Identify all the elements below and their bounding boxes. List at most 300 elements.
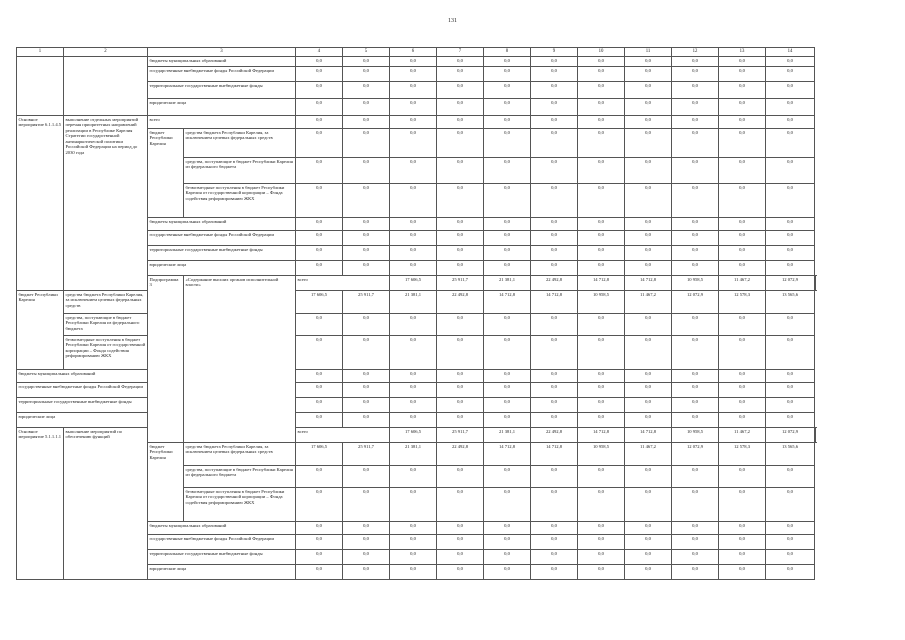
value-cell: 0,0 (437, 57, 484, 67)
value-cell: 0,0 (672, 314, 719, 336)
value-cell: 12 072,9 (672, 291, 719, 314)
source-label: всего (296, 276, 390, 291)
value-cell: 0,0 (531, 184, 578, 218)
value-cell: 0,0 (766, 67, 815, 82)
measure-code: Подпрограмма 3 (148, 276, 184, 443)
value-cell: 0,0 (531, 383, 578, 398)
value-cell (815, 276, 816, 291)
value-cell: 0,0 (766, 550, 815, 565)
table-row (17, 336, 816, 370)
value-cell: 14 712,8 (578, 276, 625, 291)
value-cell: 0,0 (625, 67, 672, 82)
value-cell: 17 606,5 (296, 443, 343, 466)
value-cell: 0,0 (484, 231, 531, 246)
value-cell: 14 712,8 (484, 443, 531, 466)
header-cell: 13 (719, 48, 766, 57)
value-cell: 14 712,8 (531, 291, 578, 314)
value-cell: 0,0 (343, 184, 390, 218)
value-cell: 0,0 (437, 550, 484, 565)
value-cell: 0,0 (531, 57, 578, 67)
value-cell: 21 381,1 (390, 443, 437, 466)
value-cell: 0,0 (578, 522, 625, 535)
value-cell: 0,0 (343, 82, 390, 99)
value-cell: 0,0 (766, 522, 815, 535)
value-cell: 0,0 (296, 246, 343, 261)
value-cell: 0,0 (343, 565, 390, 580)
value-cell: 22 492,8 (531, 276, 578, 291)
value-cell: 0,0 (766, 535, 815, 550)
value-cell: 0,0 (531, 370, 578, 383)
value-cell: 0,0 (531, 466, 578, 488)
value-cell: 0,0 (578, 99, 625, 116)
page-number: 131 (448, 18, 457, 24)
value-cell: 0,0 (719, 314, 766, 336)
value-cell: 0,0 (296, 261, 343, 276)
source-label: государственные внебюджетные фонды Российской Федерации (148, 67, 296, 82)
value-cell: 25 911,7 (343, 291, 390, 314)
value-cell: 0,0 (719, 261, 766, 276)
value-cell: 0,0 (672, 82, 719, 99)
source-label: бюджеты муниципальных образований (148, 522, 296, 535)
value-cell: 0,0 (531, 413, 578, 428)
budget-rk-label: бюджет Республики Карелия (148, 129, 184, 218)
header-row (17, 48, 816, 57)
value-cell: 0,0 (625, 370, 672, 383)
value-cell: 0,0 (672, 522, 719, 535)
source-label: государственные внебюджетные фонды Российской Федерации (17, 383, 148, 398)
value-cell: 14 712,8 (484, 291, 531, 314)
value-cell: 0,0 (531, 565, 578, 580)
value-cell: 0,0 (437, 398, 484, 413)
value-cell: 0,0 (578, 336, 625, 370)
value-cell: 0,0 (531, 116, 578, 129)
value-cell: 0,0 (484, 246, 531, 261)
value-cell: 0,0 (672, 218, 719, 231)
value-cell: 0,0 (343, 67, 390, 82)
value-cell: 0,0 (719, 129, 766, 158)
value-cell: 0,0 (719, 370, 766, 383)
value-cell: 0,0 (437, 129, 484, 158)
value-cell: 0,0 (531, 336, 578, 370)
value-cell: 0,0 (343, 383, 390, 398)
value-cell: 0,0 (296, 314, 343, 336)
value-cell: 0,0 (766, 57, 815, 67)
value-cell: 0,0 (296, 184, 343, 218)
value-cell: 0,0 (390, 57, 437, 67)
value-cell: 0,0 (343, 99, 390, 116)
value-cell: 0,0 (672, 550, 719, 565)
value-cell: 0,0 (719, 184, 766, 218)
budget-rk-label: бюджет Республики Карелия (17, 291, 64, 370)
source-label: безвозмездные поступления в бюджет Республики Карелия от государственной корпорации – Фонда содействия реформированию ЖКХ (184, 488, 296, 522)
value-cell: 0,0 (437, 246, 484, 261)
table-row (17, 398, 816, 413)
value-cell: 0,0 (296, 550, 343, 565)
value-cell: 0,0 (484, 535, 531, 550)
value-cell: 10 958,5 (672, 428, 719, 443)
value-cell: 0,0 (531, 535, 578, 550)
value-cell: 0,0 (766, 261, 815, 276)
measure-code: Основное мероприятие 5.1.1.1.1 (17, 428, 64, 580)
value-cell: 0,0 (766, 336, 815, 370)
value-cell: 0,0 (484, 218, 531, 231)
value-cell: 0,0 (766, 99, 815, 116)
value-cell: 0,0 (296, 231, 343, 246)
source-label: средства бюджета Республики Карелия, за исключением целевых федеральных средств (184, 129, 296, 158)
value-cell: 0,0 (437, 218, 484, 231)
value-cell: 0,0 (766, 116, 815, 129)
value-cell: 0,0 (578, 535, 625, 550)
value-cell: 0,0 (390, 336, 437, 370)
value-cell: 0,0 (343, 413, 390, 428)
value-cell: 0,0 (343, 129, 390, 158)
value-cell: 0,0 (437, 565, 484, 580)
value-cell: 0,0 (531, 261, 578, 276)
header-cell: 10 (578, 48, 625, 57)
value-cell: 22 492,8 (437, 291, 484, 314)
source-label: бюджеты муниципальных образований (148, 57, 296, 67)
value-cell: 0,0 (625, 314, 672, 336)
value-cell: 0,0 (625, 565, 672, 580)
value-cell: 0,0 (343, 370, 390, 383)
value-cell: 0,0 (672, 370, 719, 383)
value-cell: 0,0 (484, 413, 531, 428)
header-cell: 2 (64, 48, 148, 57)
source-label: юридические лица (148, 565, 296, 580)
value-cell: 0,0 (625, 231, 672, 246)
value-cell: 0,0 (766, 129, 815, 158)
value-cell: 0,0 (531, 129, 578, 158)
value-cell: 10 958,5 (578, 443, 625, 466)
value-cell: 0,0 (390, 565, 437, 580)
value-cell: 0,0 (625, 57, 672, 67)
value-cell: 0,0 (531, 218, 578, 231)
value-cell: 14 712,8 (531, 443, 578, 466)
value-cell: 0,0 (578, 82, 625, 99)
value-cell: 0,0 (766, 383, 815, 398)
value-cell: 12 578,3 (719, 291, 766, 314)
value-cell: 0,0 (766, 158, 815, 184)
header-cell: 14 (766, 48, 815, 57)
value-cell: 0,0 (578, 488, 625, 522)
value-cell: 0,0 (437, 231, 484, 246)
value-cell: 0,0 (437, 370, 484, 383)
value-cell: 0,0 (484, 370, 531, 383)
value-cell: 0,0 (484, 129, 531, 158)
value-cell: 0,0 (484, 116, 531, 129)
value-cell: 0,0 (578, 129, 625, 158)
value-cell: 0,0 (484, 336, 531, 370)
value-cell: 0,0 (390, 488, 437, 522)
value-cell: 0,0 (625, 488, 672, 522)
value-cell: 0,0 (672, 116, 719, 129)
value-cell: 0,0 (390, 413, 437, 428)
value-cell: 0,0 (578, 370, 625, 383)
budget-rk-label: бюджет Республики Карелия (148, 443, 184, 522)
value-cell: 0,0 (719, 218, 766, 231)
source-label: бюджеты муниципальных образований (17, 370, 148, 383)
value-cell: 0,0 (766, 398, 815, 413)
source-label: территориальные государственные внебюджетные фонды (17, 398, 148, 413)
value-cell: 0,0 (719, 550, 766, 565)
value-cell: 0,0 (390, 370, 437, 383)
value-cell: 17 606,5 (390, 276, 437, 291)
value-cell: 0,0 (343, 261, 390, 276)
value-cell: 0,0 (437, 184, 484, 218)
value-cell: 0,0 (672, 261, 719, 276)
value-cell: 0,0 (296, 67, 343, 82)
measure-title: «Содержание высших органов исполнительной власти» (184, 276, 296, 443)
value-cell: 0,0 (719, 57, 766, 67)
value-cell: 0,0 (390, 218, 437, 231)
value-cell: 0,0 (437, 413, 484, 428)
source-label: всего (296, 428, 390, 443)
value-cell: 0,0 (719, 565, 766, 580)
value-cell: 0,0 (437, 158, 484, 184)
value-cell: 12 072,9 (766, 276, 815, 291)
table-row (17, 383, 816, 398)
value-cell: 0,0 (390, 522, 437, 535)
value-cell: 11 467,2 (719, 428, 766, 443)
value-cell: 0,0 (296, 116, 343, 129)
measure-title: выполнение мероприятий по обеспечению функций (64, 428, 148, 580)
value-cell: 0,0 (296, 383, 343, 398)
value-cell: 0,0 (625, 184, 672, 218)
value-cell: 12 578,3 (719, 443, 766, 466)
table-row (17, 428, 816, 443)
value-cell: 0,0 (531, 522, 578, 535)
value-cell: 0,0 (578, 231, 625, 246)
value-cell: 0,0 (437, 336, 484, 370)
value-cell: 0,0 (672, 413, 719, 428)
table-row (17, 291, 816, 314)
value-cell: 0,0 (390, 246, 437, 261)
value-cell: 22 492,8 (437, 443, 484, 466)
value-cell: 0,0 (343, 488, 390, 522)
value-cell: 0,0 (296, 57, 343, 67)
table-row (17, 116, 816, 129)
value-cell: 21 381,1 (484, 276, 531, 291)
value-cell: 0,0 (390, 535, 437, 550)
value-cell: 0,0 (484, 99, 531, 116)
value-cell: 0,0 (766, 246, 815, 261)
header-cell: 12 (672, 48, 719, 57)
value-cell: 0,0 (578, 218, 625, 231)
value-cell: 0,0 (437, 82, 484, 99)
header-cell: 11 (625, 48, 672, 57)
value-cell: 0,0 (672, 129, 719, 158)
value-cell: 0,0 (296, 522, 343, 535)
value-cell: 0,0 (437, 488, 484, 522)
value-cell: 0,0 (625, 413, 672, 428)
value-cell: 0,0 (343, 550, 390, 565)
value-cell: 0,0 (766, 466, 815, 488)
value-cell: 0,0 (578, 314, 625, 336)
value-cell: 0,0 (766, 413, 815, 428)
value-cell: 0,0 (390, 314, 437, 336)
value-cell: 0,0 (390, 158, 437, 184)
value-cell: 10 958,5 (578, 291, 625, 314)
value-cell: 0,0 (390, 398, 437, 413)
value-cell: 0,0 (766, 184, 815, 218)
value-cell: 0,0 (296, 370, 343, 383)
value-cell: 0,0 (296, 488, 343, 522)
source-label: юридические лица (17, 413, 148, 428)
value-cell: 0,0 (484, 57, 531, 67)
value-cell: 0,0 (484, 67, 531, 82)
value-cell: 17 606,5 (390, 428, 437, 443)
value-cell: 0,0 (484, 184, 531, 218)
value-cell: 0,0 (343, 57, 390, 67)
value-cell: 0,0 (625, 535, 672, 550)
header-cell: 5 (343, 48, 390, 57)
source-label: юридические лица (148, 99, 296, 116)
value-cell: 0,0 (531, 67, 578, 82)
value-cell: 0,0 (578, 184, 625, 218)
value-cell: 0,0 (625, 261, 672, 276)
value-cell: 0,0 (625, 522, 672, 535)
value-cell: 0,0 (437, 116, 484, 129)
value-cell: 0,0 (484, 550, 531, 565)
empty-cell (17, 57, 64, 116)
value-cell: 0,0 (719, 231, 766, 246)
value-cell: 10 958,5 (672, 276, 719, 291)
value-cell: 0,0 (719, 99, 766, 116)
value-cell: 0,0 (578, 565, 625, 580)
value-cell: 0,0 (625, 398, 672, 413)
source-label: государственные внебюджетные фонды Российской Федерации (148, 535, 296, 550)
value-cell: 0,0 (672, 158, 719, 184)
value-cell: 0,0 (578, 398, 625, 413)
table-row (17, 57, 816, 67)
header-cell: 6 (390, 48, 437, 57)
value-cell: 22 492,8 (531, 428, 578, 443)
value-cell: 0,0 (390, 261, 437, 276)
value-cell: 0,0 (343, 466, 390, 488)
value-cell: 0,0 (437, 99, 484, 116)
value-cell: 0,0 (578, 67, 625, 82)
value-cell: 0,0 (672, 336, 719, 370)
value-cell: 0,0 (484, 488, 531, 522)
value-cell: 0,0 (578, 261, 625, 276)
measure-title: выполнение отдельных мероприятий перечня приоритетных направлений реализации в Республике Карелия Стратегии государственной антинаркотической политики Российской Федерации на период до 2030 года (64, 116, 148, 291)
value-cell: 0,0 (390, 184, 437, 218)
value-cell: 0,0 (390, 82, 437, 99)
value-cell: 0,0 (578, 383, 625, 398)
value-cell: 0,0 (296, 218, 343, 231)
value-cell: 0,0 (672, 466, 719, 488)
value-cell: 0,0 (719, 67, 766, 82)
value-cell: 0,0 (296, 413, 343, 428)
value-cell: 0,0 (437, 522, 484, 535)
value-cell: 0,0 (343, 522, 390, 535)
value-cell: 0,0 (672, 57, 719, 67)
source-label: государственные внебюджетные фонды Российской Федерации (148, 231, 296, 246)
value-cell: 12 072,9 (766, 428, 815, 443)
value-cell: 0,0 (766, 370, 815, 383)
value-cell: 0,0 (484, 261, 531, 276)
value-cell: 0,0 (719, 522, 766, 535)
budget-table (16, 47, 816, 580)
source-label: средства бюджета Республики Карелия, за исключением целевых федеральных средств (64, 291, 148, 314)
value-cell: 0,0 (390, 99, 437, 116)
value-cell: 0,0 (672, 67, 719, 82)
value-cell: 0,0 (343, 158, 390, 184)
value-cell: 0,0 (625, 129, 672, 158)
value-cell: 0,0 (437, 261, 484, 276)
value-cell: 0,0 (719, 336, 766, 370)
value-cell: 0,0 (766, 314, 815, 336)
header-cell: 1 (17, 48, 64, 57)
value-cell: 13 565,6 (766, 291, 815, 314)
value-cell: 0,0 (719, 535, 766, 550)
value-cell: 21 381,1 (390, 291, 437, 314)
value-cell: 0,0 (625, 82, 672, 99)
value-cell: 0,0 (625, 158, 672, 184)
value-cell: 0,0 (625, 99, 672, 116)
value-cell: 25 911,7 (343, 443, 390, 466)
value-cell: 0,0 (296, 565, 343, 580)
value-cell: 11 467,2 (625, 291, 672, 314)
value-cell: 0,0 (625, 466, 672, 488)
value-cell: 0,0 (625, 336, 672, 370)
source-label: безвозмездные поступления в бюджет Республики Карелия от государственной корпорации – Фонда содействия реформированию ЖКХ (64, 336, 148, 370)
value-cell: 0,0 (578, 246, 625, 261)
value-cell: 0,0 (296, 336, 343, 370)
source-label: территориальные государственные внебюджетные фонды (148, 82, 296, 99)
value-cell: 0,0 (484, 398, 531, 413)
value-cell: 13 565,6 (766, 443, 815, 466)
value-cell: 0,0 (719, 488, 766, 522)
value-cell: 0,0 (484, 565, 531, 580)
value-cell: 0,0 (437, 535, 484, 550)
value-cell: 0,0 (531, 82, 578, 99)
value-cell: 0,0 (484, 158, 531, 184)
value-cell: 0,0 (531, 231, 578, 246)
value-cell: 17 606,5 (296, 291, 343, 314)
value-cell: 0,0 (390, 231, 437, 246)
value-cell: 14 712,8 (625, 428, 672, 443)
value-cell: 0,0 (531, 488, 578, 522)
value-cell: 0,0 (672, 398, 719, 413)
value-cell: 0,0 (343, 231, 390, 246)
value-cell (815, 428, 816, 443)
value-cell: 0,0 (343, 398, 390, 413)
value-cell: 0,0 (578, 466, 625, 488)
value-cell: 0,0 (719, 116, 766, 129)
value-cell: 0,0 (343, 116, 390, 129)
header-cell: 7 (437, 48, 484, 57)
value-cell: 0,0 (531, 398, 578, 413)
value-cell: 0,0 (578, 413, 625, 428)
value-cell: 0,0 (343, 218, 390, 231)
value-cell: 0,0 (343, 336, 390, 370)
value-cell: 0,0 (766, 565, 815, 580)
source-label: всего (148, 116, 296, 129)
header-cell: 3 (148, 48, 296, 57)
value-cell: 0,0 (625, 218, 672, 231)
value-cell: 25 911,7 (437, 428, 484, 443)
value-cell: 0,0 (672, 184, 719, 218)
value-cell: 0,0 (719, 383, 766, 398)
value-cell: 11 467,2 (719, 276, 766, 291)
value-cell: 0,0 (437, 466, 484, 488)
value-cell: 0,0 (296, 398, 343, 413)
value-cell: 0,0 (672, 231, 719, 246)
value-cell: 0,0 (766, 218, 815, 231)
source-label: территориальные государственные внебюджетные фонды (148, 246, 296, 261)
value-cell: 0,0 (766, 231, 815, 246)
